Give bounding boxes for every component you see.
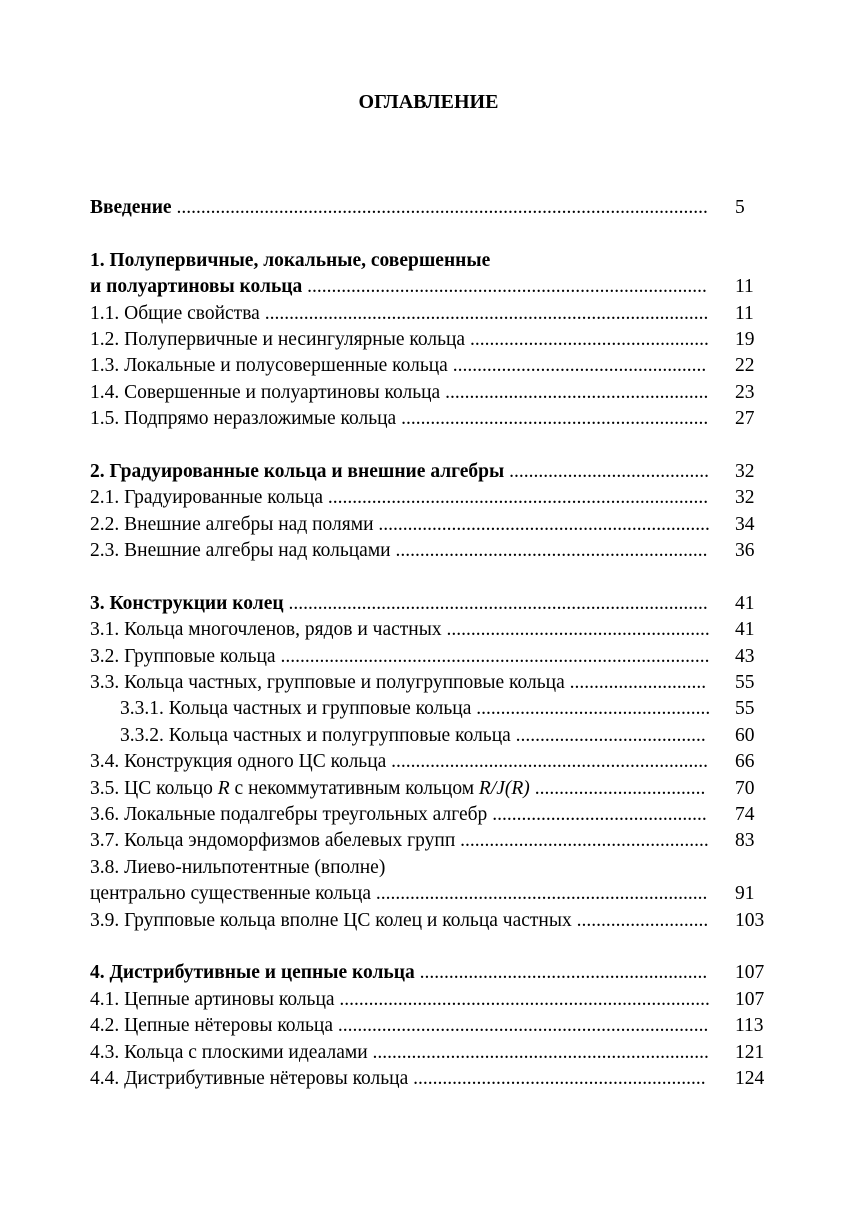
toc-page-number: 121 — [735, 1041, 765, 1063]
toc-page-number: 11 — [735, 276, 754, 298]
toc-entry[interactable] — [0, 459, 857, 485]
toc-entry[interactable] — [0, 195, 857, 221]
page-title: ОГЛАВЛЕНИЕ — [358, 91, 499, 113]
toc-entry-label: 1.1. Общие свойства — [90, 302, 260, 324]
toc-entry-label: 3.6. Локальные подалгебры треугольных алгебр — [90, 803, 488, 825]
toc-entry-label: 2.2. Внешние алгебры над полями — [90, 513, 374, 535]
toc-entry[interactable] — [0, 776, 857, 802]
dot-leader: ............................................................... — [396, 408, 709, 430]
toc-entry-label: 3.1. Кольца многочленов, рядов и частных — [90, 619, 442, 641]
toc-entry[interactable] — [0, 987, 857, 1013]
toc-entry[interactable] — [0, 380, 857, 406]
dot-leader: ........................................................................................... — [259, 302, 709, 324]
dot-leader: ....................................... — [510, 724, 706, 746]
toc-entry[interactable] — [0, 353, 857, 379]
toc-entry[interactable] — [0, 908, 857, 934]
toc-page-number: 41 — [735, 592, 755, 614]
toc-entry[interactable] — [0, 617, 857, 643]
toc-entry-label: 3.2. Групповые кольца — [90, 645, 276, 667]
toc-entry[interactable] — [0, 881, 857, 907]
toc-page-number: 19 — [735, 328, 755, 350]
toc-entry[interactable] — [0, 644, 857, 670]
section-gap — [0, 564, 857, 590]
toc-page-number: 36 — [735, 540, 755, 562]
dot-leader: ............................................................ — [408, 1067, 706, 1089]
dot-leader: .................................................................... — [373, 513, 710, 535]
toc-entry-label: 1.4. Совершенные и полуартиновы кольца — [90, 381, 441, 403]
dot-leader: ................................................... — [455, 830, 709, 852]
toc-page-number: 5 — [735, 197, 745, 218]
dot-leader: ......................................... — [504, 460, 710, 482]
dot-leader: ........................... — [571, 909, 709, 931]
dot-leader: ............................................................................ — [334, 988, 710, 1010]
toc-page-number: 34 — [735, 513, 755, 535]
toc-entry[interactable] — [0, 1040, 857, 1066]
toc-entry-label: 3.7. Кольца эндоморфизмов абелевых групп — [90, 830, 456, 852]
toc-heading-line — [0, 248, 857, 274]
toc-entry[interactable] — [0, 538, 857, 564]
section-gap — [0, 934, 857, 960]
toc-entry-label: 4.1. Цепные артиновы кольца — [90, 988, 335, 1010]
dot-leader: ................................... — [529, 777, 706, 799]
toc-list — [0, 195, 857, 1092]
dot-leader: ................................................ — [471, 698, 711, 720]
toc-entry[interactable] — [0, 301, 857, 327]
toc-entry[interactable] — [0, 696, 857, 722]
toc-page-number: 107 — [735, 962, 765, 984]
toc-entry[interactable] — [0, 670, 857, 696]
toc-entry[interactable] — [0, 1066, 857, 1092]
toc-page-number: 23 — [735, 381, 755, 403]
toc-entry-label: 3.3. Кольца частных, групповые и полугрупповые кольца — [90, 672, 565, 694]
dot-leader: .................................................... — [447, 355, 707, 377]
toc-entry-label: 3.8. Лиево-нильпотентные (вполне) — [90, 856, 386, 878]
dot-leader: ............................................................................................................. — [171, 197, 708, 218]
toc-entry-label: Введение — [90, 197, 172, 218]
toc-entry-label: 3.3.1. Кольца частных и групповые кольца — [120, 698, 472, 720]
toc-entry[interactable] — [0, 828, 857, 854]
dot-leader: ................................................................ — [390, 540, 708, 562]
toc-entry-label: 1. Полупервичные, локальные, совершенные — [90, 249, 491, 271]
toc-entry-label: 3. Конструкции колец — [90, 592, 284, 614]
toc-entry[interactable] — [0, 749, 857, 775]
dot-leader: ................................................. — [465, 328, 709, 350]
toc-entry-label: центрально существенные кольца — [90, 883, 371, 905]
toc-page-number: 74 — [735, 803, 755, 825]
toc-heading-line — [0, 855, 857, 881]
toc-entry[interactable] — [0, 960, 857, 986]
toc-page-number: 124 — [735, 1067, 765, 1089]
toc-entry[interactable] — [0, 327, 857, 353]
toc-page-number: 32 — [735, 487, 755, 509]
toc-page-number: 107 — [735, 988, 765, 1010]
toc-entry-label: 2. Градуированные кольца и внешние алгебры — [90, 460, 505, 482]
toc-entry-label: 3.5. ЦС кольцо R с некоммутативным кольцом R/J(R) — [90, 777, 530, 799]
toc-entry[interactable] — [0, 591, 857, 617]
toc-entry-label: 3.4. Конструкция одного ЦС кольца — [90, 751, 387, 773]
dot-leader: ............................ — [564, 672, 707, 694]
toc-entry[interactable] — [0, 485, 857, 511]
toc-page-number: 55 — [735, 698, 755, 720]
dot-leader: ........................................................................................ — [275, 645, 710, 667]
toc-entry[interactable] — [0, 406, 857, 432]
toc-page-number: 27 — [735, 408, 755, 430]
toc-entry-label: 1.2. Полупервичные и несингулярные кольца — [90, 328, 466, 350]
toc-entry-label: и полуартиновы кольца — [90, 276, 303, 298]
toc-entry-label: 1.3. Локальные и полусовершенные кольца — [90, 355, 448, 377]
toc-page-number: 83 — [735, 830, 755, 852]
toc-entry-label: 4.3. Кольца с плоскими идеалами — [90, 1041, 368, 1063]
toc-page-number: 55 — [735, 672, 755, 694]
toc-entry-label: 4.2. Цепные нётеровы кольца — [90, 1015, 334, 1037]
toc-page-number: 11 — [735, 302, 754, 324]
toc-page-number: 22 — [735, 355, 755, 377]
toc-entry[interactable] — [0, 802, 857, 828]
toc-page-number: 41 — [735, 619, 755, 641]
toc-page-number: 103 — [735, 909, 765, 931]
section-gap — [0, 433, 857, 459]
toc-entry-label: 1.5. Подпрямо неразложимые кольца — [90, 408, 397, 430]
dot-leader: ...................................................... — [441, 619, 710, 641]
toc-entry-label: 2.1. Градуированные кольца — [90, 487, 323, 509]
dot-leader: ........................................................... — [414, 962, 708, 984]
toc-page-number: 70 — [735, 777, 755, 799]
toc-page-number: 60 — [735, 724, 755, 746]
toc-page-number: 113 — [735, 1015, 764, 1037]
dot-leader: ...................................................................................... — [283, 592, 708, 614]
dot-leader: ............................................ — [487, 803, 707, 825]
dot-leader: .................................................................... — [370, 883, 708, 905]
toc-entry-label: 4. Дистрибутивные и цепные кольца — [90, 962, 415, 984]
toc-page-number: 91 — [735, 883, 755, 905]
toc-page-number: 43 — [735, 645, 755, 667]
toc-entry-label: 4.4. Дистрибутивные нётеровы кольца — [90, 1067, 409, 1089]
toc-page-number: 32 — [735, 460, 755, 482]
dot-leader: ............................................................................ — [333, 1015, 709, 1037]
toc-entry[interactable] — [0, 723, 857, 749]
dot-leader: ...................................................... — [440, 381, 709, 403]
toc-entry[interactable] — [0, 274, 857, 300]
toc-entry[interactable] — [0, 512, 857, 538]
toc-entry-label: 3.9. Групповые кольца вполне ЦС колец и кольца частных — [90, 909, 572, 931]
toc-entry[interactable] — [0, 1013, 857, 1039]
section-gap — [0, 221, 857, 247]
dot-leader: ................................................................. — [386, 751, 709, 773]
dot-leader: .................................................................................. — [302, 276, 707, 298]
dot-leader: ..................................................................... — [367, 1041, 709, 1063]
toc-entry-label: 3.3.2. Кольца частных и полугрупповые кольца — [120, 724, 511, 746]
dot-leader: .............................................................................. — [322, 487, 709, 509]
toc-page-number: 66 — [735, 751, 755, 773]
toc-entry-label: 2.3. Внешние алгебры над кольцами — [90, 540, 391, 562]
